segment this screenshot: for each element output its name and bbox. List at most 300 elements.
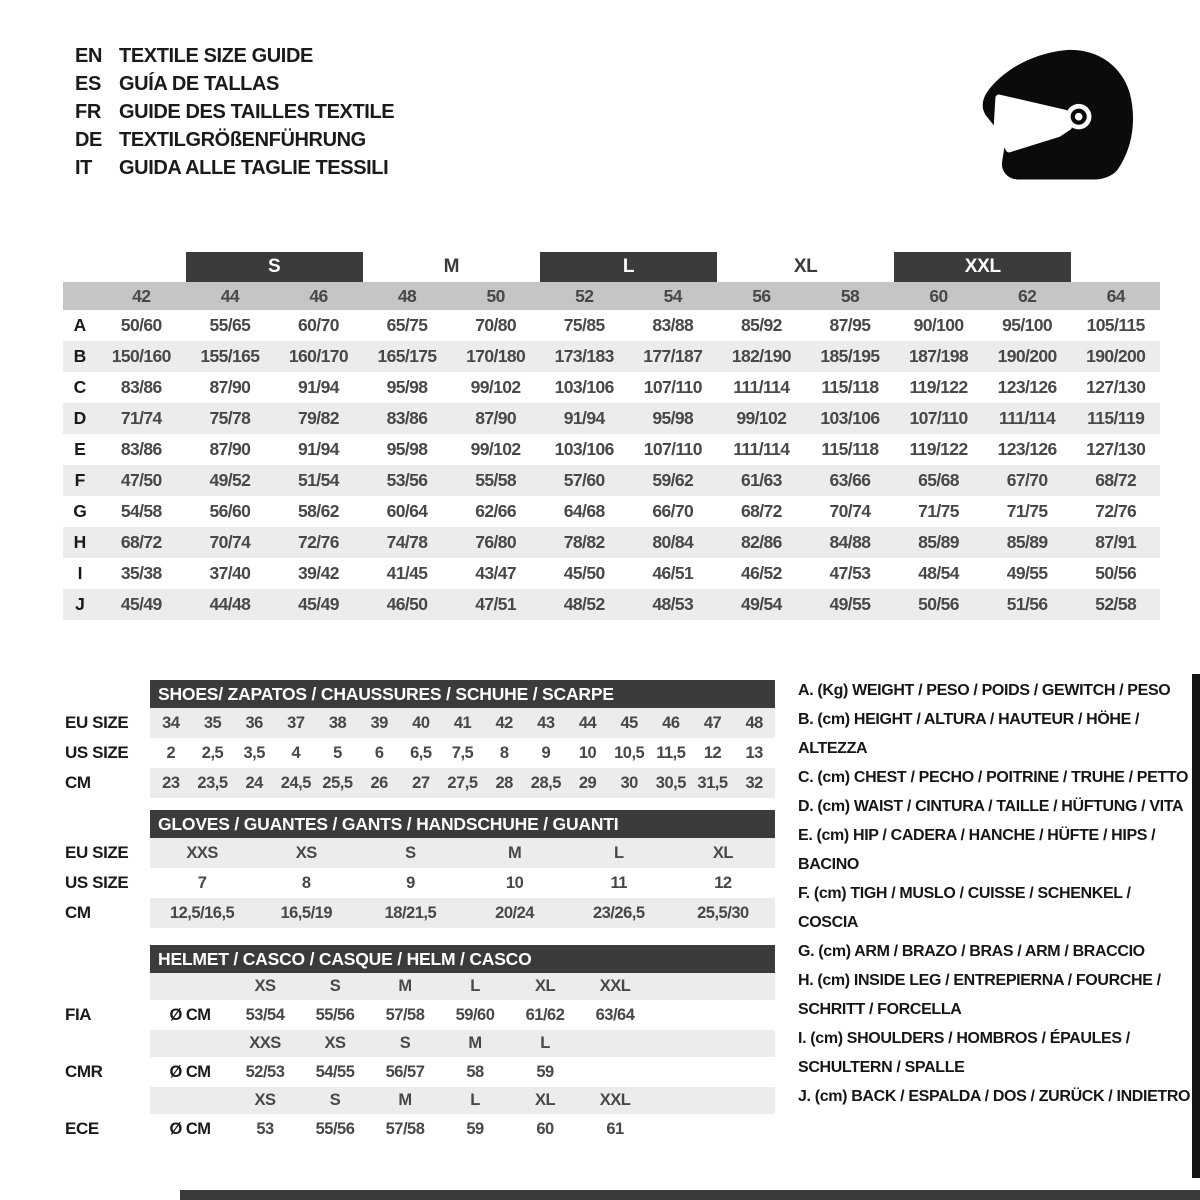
helmet-size-cell: XS — [254, 1091, 276, 1109]
measure-cell: 177/187 — [643, 346, 703, 366]
gloves-cell: 25,5/30 — [697, 903, 749, 922]
measure-row — [63, 465, 1160, 496]
helmet-size-cell: XS — [254, 977, 276, 995]
title-block — [75, 42, 394, 182]
shoes-cell: 23 — [162, 773, 180, 792]
measure-row — [63, 496, 1160, 527]
shoes-row — [150, 738, 775, 768]
helmet-value-cell: 54/55 — [315, 1062, 355, 1081]
measure-cell: 71/75 — [1006, 501, 1048, 521]
helmet-value-row — [150, 1057, 775, 1087]
measure-cell: 95/98 — [386, 439, 428, 459]
measure-cell: 85/92 — [740, 315, 782, 335]
measure-row — [63, 341, 1160, 372]
row-letter: J — [75, 594, 85, 614]
gloves-cell: S — [405, 843, 416, 862]
bottom-cropped-section-bar — [180, 1190, 1200, 1200]
header-spacer — [65, 680, 150, 708]
helmet-grid — [150, 945, 775, 1144]
row-letter: I — [77, 563, 83, 583]
language-code: EN — [75, 44, 102, 67]
shoes-cell: 45 — [620, 713, 638, 732]
measure-cell: 47/51 — [475, 594, 517, 614]
section-header: GLOVES / GUANTES / GANTS / HANDSCHUHE / GUANTI — [150, 810, 775, 838]
title-row — [75, 126, 394, 154]
measure-cell: 127/130 — [1086, 377, 1146, 397]
measure-cell: 56/60 — [209, 501, 251, 521]
helmet-value-cell: 55/56 — [315, 1005, 355, 1024]
measure-cell: 87/91 — [1095, 532, 1137, 552]
diameter-label: Ø CM — [169, 1005, 211, 1024]
right-edge-crop-bar — [1192, 674, 1200, 1178]
measure-cell: 155/165 — [200, 346, 260, 366]
measure-cell: 68/72 — [120, 532, 162, 552]
measure-cell: 107/110 — [643, 377, 702, 397]
measure-cell: 85/89 — [918, 532, 959, 552]
helmet-size-row — [150, 1087, 775, 1114]
shoes-labels — [65, 680, 150, 798]
helmet-value-cell: 52/53 — [245, 1062, 285, 1081]
gloves-cell: 20/24 — [495, 903, 534, 922]
row-letter: C — [73, 377, 87, 397]
measure-cell: 66/70 — [652, 501, 694, 521]
shoes-cell: 29 — [578, 773, 597, 792]
shoes-cell: 25,5 — [322, 773, 353, 792]
measure-cell: 91/94 — [298, 439, 339, 459]
helmet-size-cell: M — [468, 1034, 482, 1052]
shoes-size-table — [65, 680, 775, 798]
measure-cell: 49/55 — [829, 594, 871, 614]
measure-cell: 62/66 — [475, 501, 517, 521]
title-row — [75, 98, 394, 126]
section-header: SHOES/ ZAPATOS / CHAUSSURES / SCHUHE / SCARPE — [150, 680, 775, 708]
measure-cell: 78/82 — [563, 532, 605, 552]
row-letter: G — [73, 501, 87, 521]
shoes-cell: 6 — [374, 743, 384, 762]
gloves-row-label: EU SIZE — [65, 843, 129, 862]
measure-row — [63, 434, 1160, 465]
gloves-cell: L — [613, 843, 624, 862]
shoes-cell: 44 — [578, 713, 597, 732]
measure-cell: 47/53 — [829, 563, 871, 583]
measure-cell: 111/114 — [733, 377, 790, 397]
shoes-cell: 28 — [495, 773, 513, 792]
measure-cell: 67/70 — [1006, 470, 1048, 490]
measure-cell: 80/84 — [652, 532, 694, 552]
measure-cell: 91/94 — [298, 377, 339, 397]
measure-cell: 82/86 — [740, 532, 782, 552]
size-scale-cell: 42 — [132, 285, 151, 306]
measure-cell: 64/68 — [563, 501, 605, 521]
measure-cell: 45/50 — [563, 563, 605, 583]
gloves-cell: 18/21,5 — [384, 903, 437, 922]
helmet-value-cell: 60 — [536, 1119, 554, 1138]
measure-cell: 48/52 — [563, 594, 605, 614]
shoes-cell: 42 — [495, 713, 513, 732]
legend-item: F. (cm) TIGH / MUSLO / CUISSE / SCHENKEL / COSCIA — [798, 885, 1131, 931]
helmet-size-cell: L — [470, 1091, 480, 1109]
measure-cell: 190/200 — [997, 346, 1057, 366]
helmet-size-cell: S — [329, 1091, 341, 1109]
gloves-cell: XXS — [186, 843, 218, 862]
size-scale-cell: 58 — [840, 285, 860, 306]
size-scale-cell: 54 — [663, 285, 682, 306]
language-code: DE — [75, 128, 102, 151]
gloves-cell: 16,5/19 — [280, 903, 333, 922]
measure-cell: 103/106 — [820, 408, 880, 428]
size-group-header: S — [186, 252, 363, 282]
gloves-cell: 23/26,5 — [592, 903, 645, 922]
title-text: TEXTILGRÖßENFÜHRUNG — [119, 128, 366, 151]
gloves-labels — [65, 810, 150, 928]
size-scale-cell: 60 — [929, 285, 948, 306]
measure-cell: 190/200 — [1086, 346, 1146, 366]
size-scale-cell: 50 — [486, 285, 505, 306]
language-code: IT — [75, 156, 92, 179]
textile-size-table — [63, 252, 1160, 620]
measure-cell: 70/74 — [829, 501, 871, 521]
measure-cell: 75/85 — [563, 315, 605, 335]
measure-cell: 70/80 — [475, 315, 517, 335]
shoes-row — [150, 768, 775, 798]
title-text: TEXTILE SIZE GUIDE — [119, 44, 313, 67]
measure-cell: 123/126 — [997, 377, 1057, 397]
helmet-value-cell: 59 — [536, 1062, 554, 1081]
shoes-cell: 7,5 — [451, 743, 474, 762]
measure-cell: 127/130 — [1086, 439, 1146, 459]
measure-cell: 59/62 — [652, 470, 694, 490]
measure-cell: 50/56 — [918, 594, 959, 614]
legend-item: J. (cm) BACK / ESPALDA / DOS / ZURÜCK / INDIETRO — [798, 1088, 1191, 1105]
measure-cell: 115/119 — [1087, 408, 1145, 428]
title-row — [75, 42, 394, 70]
standard-label: ECE — [65, 1119, 99, 1138]
header-spacer — [65, 945, 150, 973]
measure-cell: 185/195 — [820, 346, 880, 366]
size-group-header: L — [540, 252, 717, 282]
size-scale-row — [63, 282, 1160, 310]
shoes-cell: 11,5 — [656, 743, 686, 762]
helmet-size-cell: S — [329, 977, 341, 995]
measurement-legend — [798, 676, 1194, 1111]
helmet-icon — [975, 35, 1145, 200]
helmet-value-cell: 63/64 — [595, 1005, 635, 1024]
measure-cell: 39/42 — [298, 563, 339, 583]
measure-cell: 75/78 — [209, 408, 251, 428]
title-text: GUIDE DES TAILLES TEXTILE — [119, 100, 395, 123]
helmet-size-cell: XXL — [599, 1091, 631, 1109]
shoes-cell: 4 — [291, 743, 301, 762]
shoes-cell: 23,5 — [197, 773, 228, 792]
shoes-cell: 36 — [245, 713, 263, 732]
measure-cell: 70/74 — [209, 532, 251, 552]
header-spacer — [65, 810, 150, 838]
helmet-labels — [65, 945, 150, 1144]
gloves-row — [150, 898, 775, 928]
gloves-cell: XL — [712, 843, 733, 862]
measure-cell: 123/126 — [997, 439, 1057, 459]
title-text: GUÍA DE TALLAS — [119, 72, 279, 95]
shoes-cell: 46 — [662, 713, 680, 732]
shoes-cell: 40 — [412, 713, 430, 732]
gloves-row — [150, 838, 775, 868]
shoes-cell: 24,5 — [280, 773, 311, 792]
measure-cell: 165/175 — [377, 346, 437, 366]
measure-cell: 46/51 — [652, 563, 694, 583]
size-group-row — [63, 252, 1160, 282]
helmet-value-row — [150, 1114, 775, 1144]
measure-cell: 72/76 — [1095, 501, 1137, 521]
language-code: ES — [75, 72, 101, 95]
legend-item: C. (cm) CHEST / PECHO / POITRINE / TRUHE / PETTO — [798, 769, 1189, 786]
shoes-cell: 6,5 — [410, 743, 432, 762]
measure-cell: 99/102 — [470, 377, 521, 397]
measure-cell: 60/64 — [386, 501, 428, 521]
title-text: GUIDA ALLE TAGLIE TESSILI — [119, 156, 389, 179]
helmet-value-cell: 59/60 — [455, 1005, 495, 1024]
row-letter: A — [73, 315, 87, 335]
measure-cell: 46/52 — [740, 563, 782, 583]
measure-cell: 35/38 — [120, 563, 162, 583]
gloves-cell: 9 — [406, 873, 415, 892]
measure-cell: 65/68 — [918, 470, 959, 490]
shoes-cell: 35 — [203, 713, 222, 732]
helmet-size-row — [150, 973, 775, 1000]
measure-cell: 47/50 — [120, 470, 162, 490]
measure-cell: 115/118 — [821, 377, 879, 397]
title-row — [75, 70, 394, 98]
helmet-value-cell: 58 — [466, 1062, 484, 1081]
helmet-size-table — [65, 945, 775, 1144]
shoes-row-label: CM — [65, 773, 91, 792]
legend-item: E. (cm) HIP / CADERA / HANCHE / HÜFTE / HIPS / BACINO — [798, 827, 1156, 873]
helmet-value-cell: 55/56 — [315, 1119, 355, 1138]
legend-item: G. (cm) ARM / BRAZO / BRAS / ARM / BRACCIO — [798, 943, 1145, 960]
size-group-header: XL — [793, 256, 818, 277]
helmet-value-cell: 59 — [466, 1119, 484, 1138]
measure-row — [63, 403, 1160, 434]
shoes-cell: 26 — [370, 773, 388, 792]
measure-cell: 107/110 — [643, 439, 702, 459]
helmet-size-cell: M — [398, 977, 412, 995]
shoes-cell: 27,5 — [447, 773, 478, 792]
measure-row — [63, 558, 1160, 589]
gloves-cell: 12 — [714, 873, 732, 892]
measure-cell: 91/94 — [563, 408, 605, 428]
row-letter: F — [74, 470, 86, 490]
measure-cell: 55/58 — [475, 470, 517, 490]
shoes-grid — [150, 680, 775, 798]
helmet-size-cell: M — [398, 1091, 412, 1109]
measure-cell: 55/65 — [209, 315, 251, 335]
diameter-label: Ø CM — [169, 1119, 211, 1138]
measure-cell: 84/88 — [829, 532, 871, 552]
legend-item: I. (cm) SHOULDERS / HOMBROS / ÉPAULES / SCHULTERN / SPALLE — [798, 1030, 1130, 1076]
measure-cell: 48/54 — [918, 563, 959, 583]
shoes-cell: 37 — [287, 713, 305, 732]
gloves-cell: XS — [295, 843, 317, 862]
measure-cell: 46/50 — [386, 594, 428, 614]
shoes-cell: 38 — [328, 713, 347, 732]
measure-cell: 79/82 — [298, 408, 339, 428]
measure-cell: 57/60 — [563, 470, 605, 490]
row-letter: E — [74, 439, 86, 459]
measure-cell: 187/198 — [909, 346, 969, 366]
measure-cell: 49/52 — [209, 470, 251, 490]
helmet-value-row — [150, 1000, 775, 1030]
measure-cell: 115/118 — [821, 439, 879, 459]
shoes-cell: 2 — [166, 743, 176, 762]
language-code: FR — [75, 100, 101, 123]
gloves-row-label: US SIZE — [65, 873, 129, 892]
measure-cell: 87/90 — [209, 439, 251, 459]
helmet-size-cell: XL — [534, 977, 556, 995]
gloves-row — [150, 868, 775, 898]
measure-cell: 160/170 — [288, 346, 348, 366]
measure-cell: 103/106 — [554, 377, 614, 397]
helmet-value-cell: 61 — [606, 1119, 624, 1138]
measure-cell: 65/75 — [386, 315, 428, 335]
measure-cell: 61/63 — [740, 470, 782, 490]
size-scale-cell: 44 — [220, 285, 239, 306]
gloves-cell: M — [507, 843, 522, 862]
size-group-header: M — [443, 256, 460, 277]
measure-cell: 99/102 — [736, 408, 787, 428]
gloves-cell: 7 — [197, 873, 207, 892]
gloves-cell: 12,5/16,5 — [169, 903, 235, 922]
measure-cell: 182/190 — [731, 346, 791, 366]
helmet-value-cell: 61/62 — [525, 1005, 565, 1024]
helmet-size-cell: L — [540, 1034, 550, 1052]
shoes-cell: 8 — [499, 743, 509, 762]
diameter-label: Ø CM — [169, 1062, 211, 1081]
size-row-spacer — [65, 1087, 150, 1114]
measure-cell: 68/72 — [740, 501, 782, 521]
measure-cell: 49/54 — [740, 594, 782, 614]
measure-cell: 71/74 — [120, 408, 162, 428]
shoes-cell: 5 — [333, 743, 342, 762]
title-row — [75, 154, 394, 182]
measure-cell: 58/62 — [298, 501, 339, 521]
measure-cell: 63/66 — [829, 470, 871, 490]
helmet-value-cell: 56/57 — [385, 1062, 425, 1081]
shoes-row-label: US SIZE — [65, 743, 129, 762]
shoes-cell: 13 — [745, 743, 763, 762]
measure-cell: 119/122 — [909, 439, 968, 459]
helmet-size-cell: L — [470, 977, 480, 995]
measure-cell: 50/60 — [120, 315, 162, 335]
measure-cell: 54/58 — [120, 501, 162, 521]
measure-cell: 87/90 — [475, 408, 517, 428]
gloves-row-label: CM — [65, 903, 91, 922]
measure-cell: 43/47 — [475, 563, 517, 583]
measure-cell: 74/78 — [386, 532, 428, 552]
shoes-cell: 32 — [745, 773, 763, 792]
measure-cell: 51/54 — [298, 470, 339, 490]
measure-cell: 95/98 — [386, 377, 428, 397]
measure-cell: 50/56 — [1095, 563, 1137, 583]
shoes-cell: 48 — [745, 713, 763, 732]
helmet-size-cell: XS — [324, 1034, 346, 1052]
measure-cell: 51/56 — [1006, 594, 1048, 614]
gloves-cell: 10 — [505, 873, 524, 892]
measure-cell: 83/86 — [120, 439, 162, 459]
measure-cell: 111/114 — [733, 439, 790, 459]
shoes-cell: 27 — [412, 773, 430, 792]
legend-item: B. (cm) HEIGHT / ALTURA / HAUTEUR / HÖHE / ALTEZZA — [798, 711, 1140, 757]
measure-cell: 83/86 — [386, 408, 428, 428]
size-group-header: XXL — [894, 252, 1071, 282]
shoes-cell: 39 — [370, 713, 388, 732]
helmet-size-cell: XXL — [599, 977, 631, 995]
helmet-value-cell: 53 — [256, 1119, 274, 1138]
size-scale-cell: 46 — [309, 285, 328, 306]
measure-cell: 68/72 — [1095, 470, 1137, 490]
measure-cell: 173/183 — [554, 346, 614, 366]
measure-cell: 87/95 — [829, 315, 871, 335]
row-letter: D — [73, 408, 87, 428]
measure-cell: 83/88 — [652, 315, 694, 335]
measure-cell: 95/98 — [652, 408, 694, 428]
shoes-cell: 3,5 — [243, 743, 265, 762]
measure-cell: 105/115 — [1086, 315, 1145, 335]
shoes-cell: 24 — [245, 773, 263, 792]
measure-cell: 170/180 — [466, 346, 526, 366]
shoes-cell: 30 — [620, 773, 638, 792]
size-row-spacer — [65, 973, 150, 1000]
shoes-cell: 30,5 — [655, 773, 686, 792]
measure-cell: 107/110 — [909, 408, 968, 428]
shoes-row — [150, 708, 775, 738]
measure-cell: 53/56 — [386, 470, 428, 490]
measure-cell: 41/45 — [386, 563, 428, 583]
measure-cell: 119/122 — [909, 377, 968, 397]
shoes-cell: 31,5 — [697, 773, 728, 792]
helmet-value-cell: 57/58 — [385, 1005, 425, 1024]
measure-cell: 103/106 — [554, 439, 614, 459]
measure-cell: 44/48 — [209, 594, 251, 614]
legend-item: A. (Kg) WEIGHT / PESO / POIDS / GEWITCH / PESO — [798, 682, 1171, 699]
legend-item: D. (cm) WAIST / CINTURA / TAILLE / HÜFTUNG / VITA — [798, 798, 1184, 815]
standard-label: CMR — [65, 1062, 103, 1081]
helmet-value-cell: 53/54 — [245, 1005, 285, 1024]
measure-cell: 71/75 — [918, 501, 959, 521]
measure-cell: 83/86 — [120, 377, 162, 397]
shoes-cell: 10,5 — [614, 743, 645, 762]
gloves-size-table — [65, 810, 775, 928]
size-scale-cell: 48 — [397, 285, 417, 306]
measure-cell: 99/102 — [470, 439, 521, 459]
measure-cell: 37/40 — [209, 563, 251, 583]
shoes-cell: 43 — [537, 713, 555, 732]
size-row-spacer — [65, 1030, 150, 1057]
measure-cell: 87/90 — [209, 377, 251, 397]
size-scale-cell: 62 — [1017, 285, 1037, 306]
measure-cell: 150/160 — [111, 346, 171, 366]
measure-cell: 48/53 — [652, 594, 694, 614]
size-scale-cell: 64 — [1106, 285, 1125, 306]
measure-cell: 60/70 — [298, 315, 339, 335]
section-header: HELMET / CASCO / CASQUE / HELM / CASCO — [150, 945, 775, 973]
shoes-cell: 9 — [541, 743, 551, 762]
helmet-value-cell: 57/58 — [385, 1119, 425, 1138]
shoes-cell: 28,5 — [530, 773, 561, 792]
gloves-cell: 8 — [301, 873, 311, 892]
measure-cell: 72/76 — [298, 532, 339, 552]
measure-row — [63, 310, 1160, 341]
gloves-cell: 11 — [610, 873, 627, 892]
shoes-row-label: EU SIZE — [65, 713, 129, 732]
